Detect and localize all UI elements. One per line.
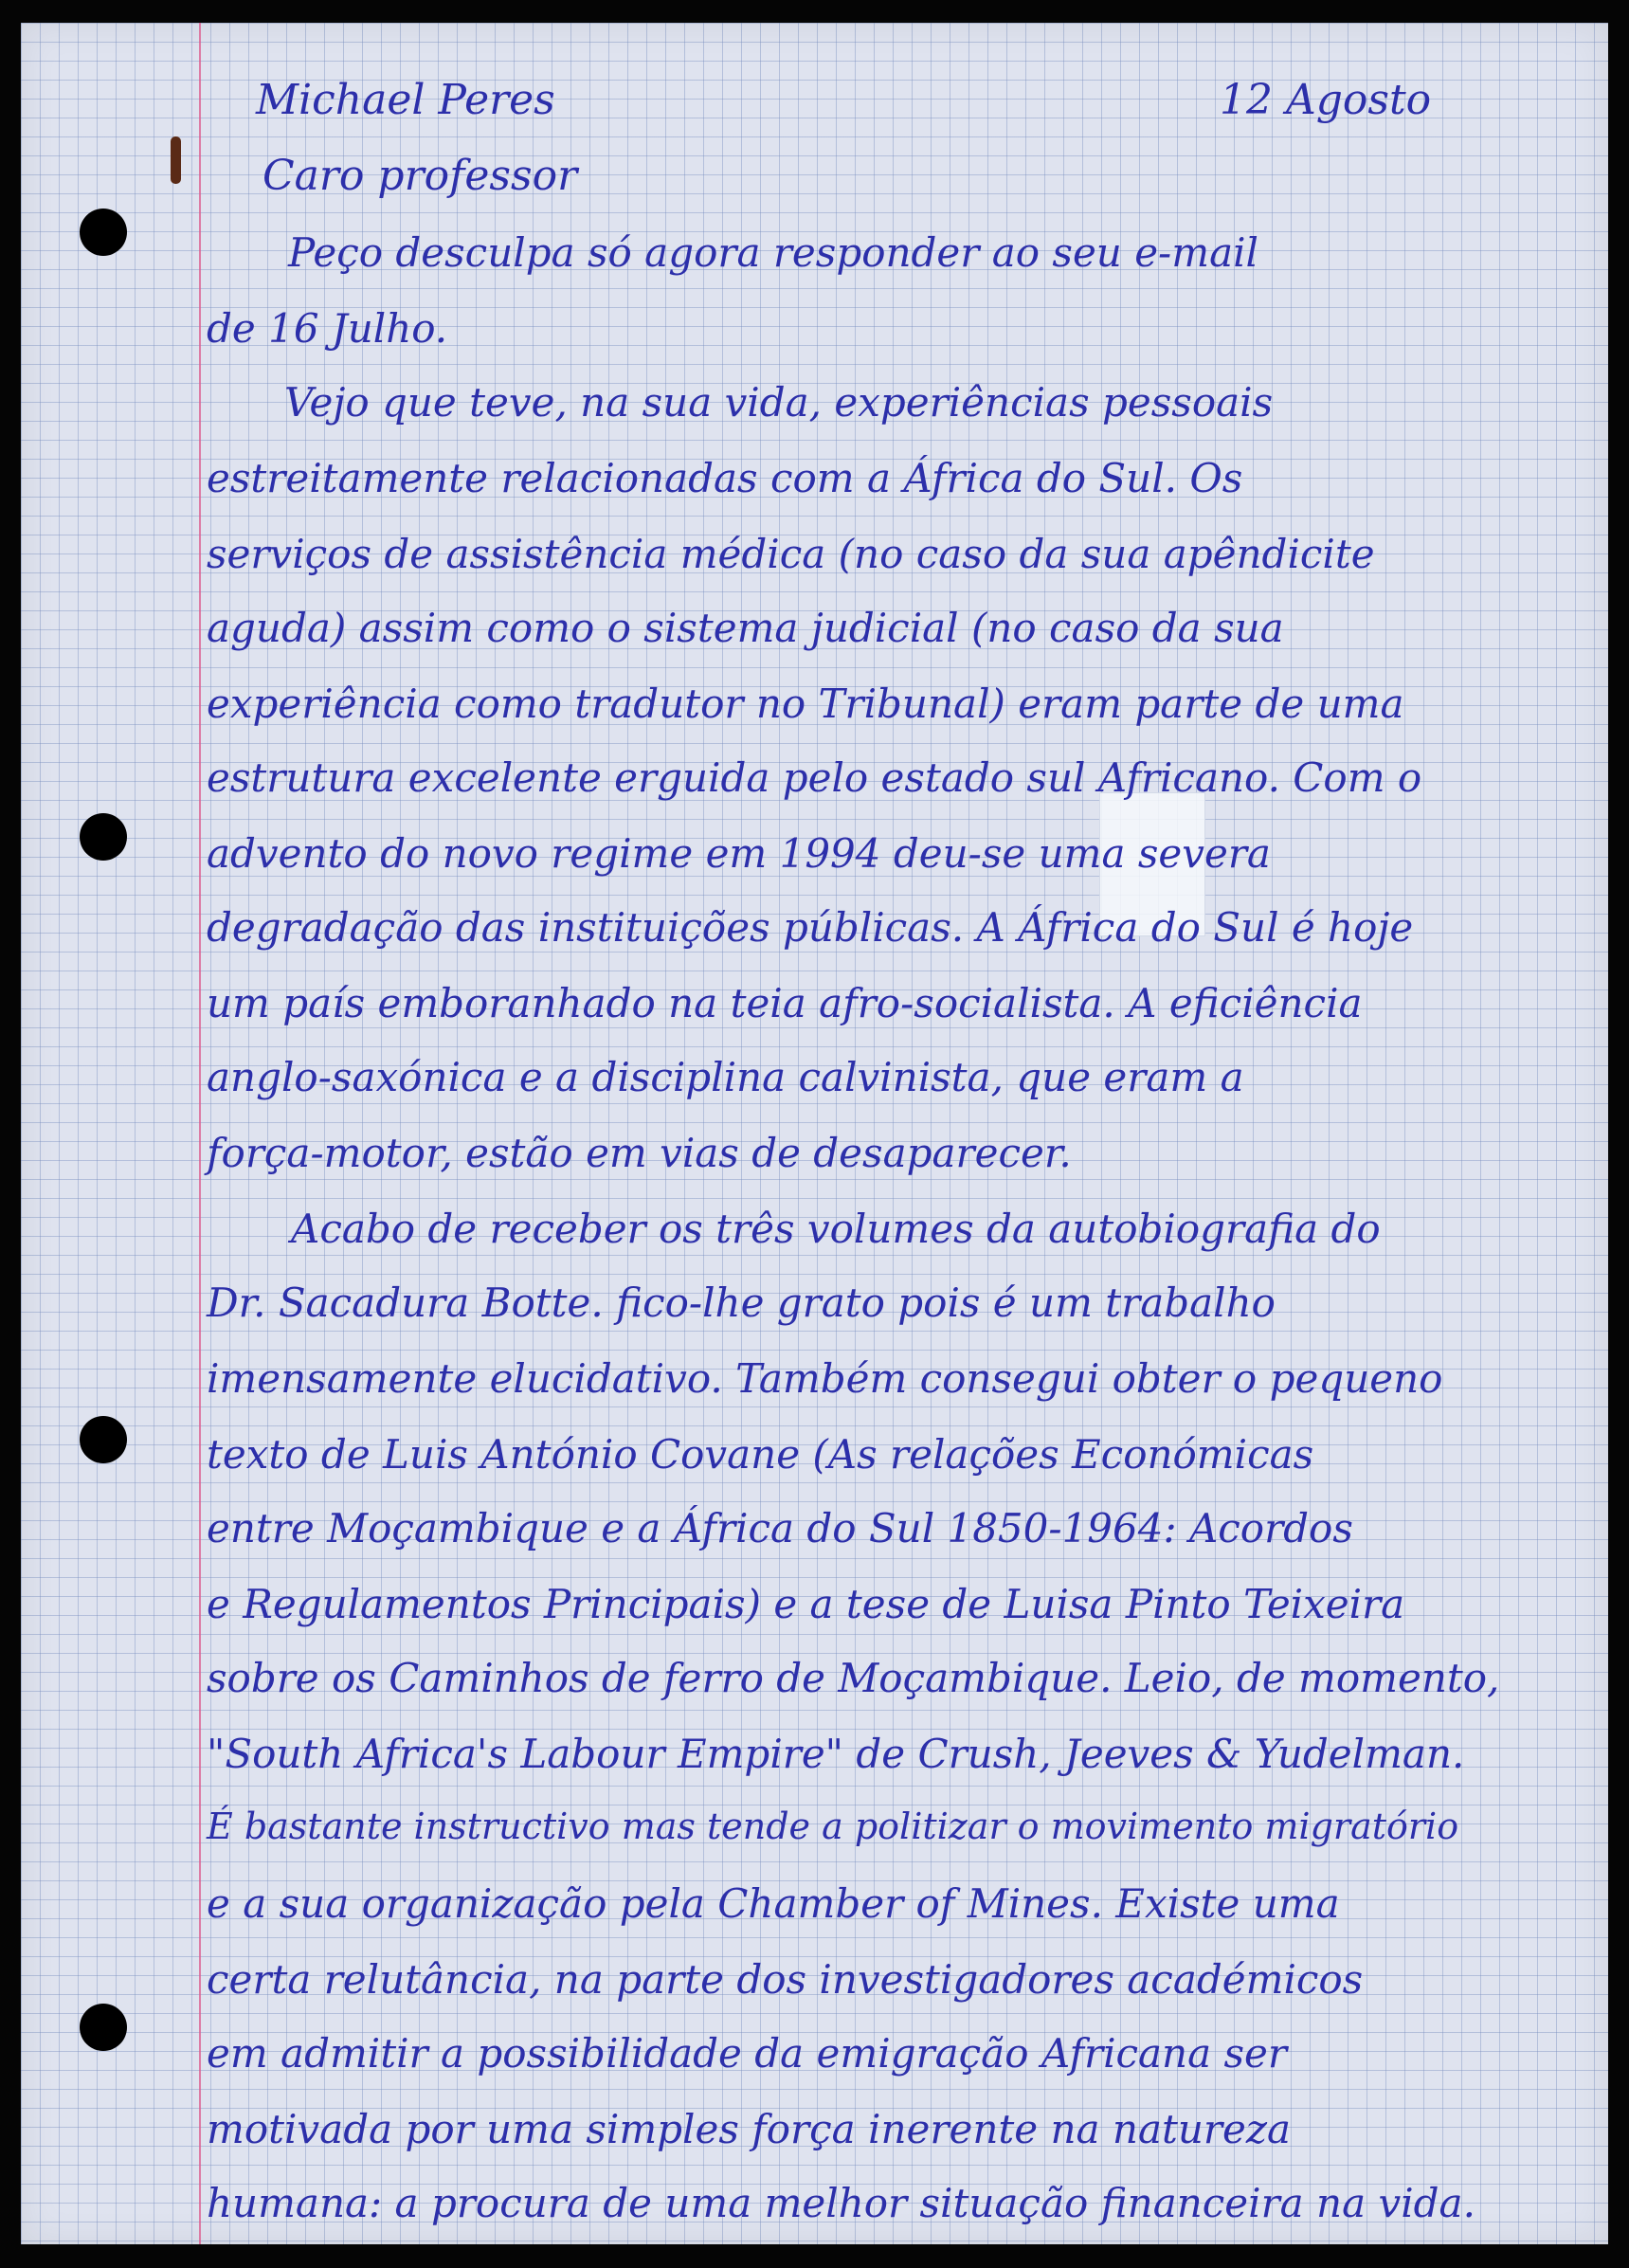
letter-line: "South Africa's Labour Empire" de Crush, Jeeves & Yudelman. bbox=[207, 1731, 1465, 1777]
letter-greeting: Caro professor bbox=[262, 152, 578, 200]
notebook-page bbox=[21, 23, 1608, 2244]
letter-line: de 16 Julho. bbox=[207, 305, 448, 352]
letter-line: humana: a procura de uma melhor situação financeira na vida. bbox=[207, 2180, 1475, 2226]
punch-hole bbox=[80, 813, 127, 861]
letter-line: experiência como tradutor no Tribunal) eram parte de uma bbox=[207, 680, 1404, 727]
rust-stain bbox=[171, 136, 181, 184]
letter-line: e a sua organização pela Chamber of Mines. Existe uma bbox=[207, 1880, 1340, 1927]
letter-line: um país emboranhado na teia afro-socialista. A eficiência bbox=[207, 980, 1363, 1026]
letter-line: Dr. Sacadura Botte. fico-lhe grato pois é um trabalho bbox=[207, 1279, 1276, 1326]
letter-line: Acabo de receber os três volumes da autobiografia do bbox=[291, 1206, 1381, 1252]
letter-line: aguda) assim como o sistema judicial (no caso da sua bbox=[207, 605, 1284, 651]
letter-line: serviços de assistência médica (no caso da sua apêndicite bbox=[207, 531, 1375, 577]
letter-line: Peço desculpa só agora responder ao seu e-mail bbox=[288, 229, 1258, 276]
margin-line bbox=[199, 23, 201, 2244]
letter-line: estreitamente relacionadas com a África do Sul. Os bbox=[207, 455, 1243, 501]
punch-hole bbox=[80, 2004, 127, 2051]
letter-line: texto de Luis António Covane (As relações Económicas bbox=[207, 1431, 1314, 1478]
letter-line: É bastante instructivo mas tende a politizar o movimento migratório bbox=[207, 1805, 1459, 1847]
letter-line: em admitir a possibilidade da emigração Africana ser bbox=[207, 2030, 1287, 2077]
letter-line: sobre os Caminhos de ferro de Moçambique. Leio, de momento, bbox=[207, 1655, 1500, 1701]
letter-line: estrutura excelente erguida pelo estado sul Africano. Com o bbox=[207, 754, 1422, 801]
letter-line: Vejo que teve, na sua vida, experiências pessoais bbox=[284, 379, 1274, 426]
letter-line: degradação das instituições públicas. A África do Sul é hoje bbox=[207, 904, 1414, 951]
letter-author: Michael Peres bbox=[256, 76, 555, 124]
letter-line: motivada por uma simples força inerente na natureza bbox=[207, 2106, 1292, 2152]
letter-line: entre Moçambique e a África do Sul 1850-1964: Acordos bbox=[207, 1505, 1353, 1551]
letter-line: certa relutância, na parte dos investigadores académicos bbox=[207, 1956, 1364, 2003]
letter-line: anglo-saxónica e a disciplina calvinista, que eram a bbox=[207, 1054, 1244, 1100]
letter-date: 12 Agosto bbox=[1220, 76, 1432, 124]
letter-line: advento do novo regime em 1994 deu-se uma severa bbox=[207, 830, 1271, 877]
punch-hole bbox=[80, 209, 127, 256]
punch-hole bbox=[80, 1416, 127, 1463]
letter-line: e Regulamentos Principais) e a tese de Luisa Pinto Teixeira bbox=[207, 1581, 1405, 1627]
letter-line: força-motor, estão em vias de desaparecer. bbox=[207, 1130, 1072, 1176]
letter-line: imensamente elucidativo. Também consegui obter o pequeno bbox=[207, 1355, 1443, 1402]
